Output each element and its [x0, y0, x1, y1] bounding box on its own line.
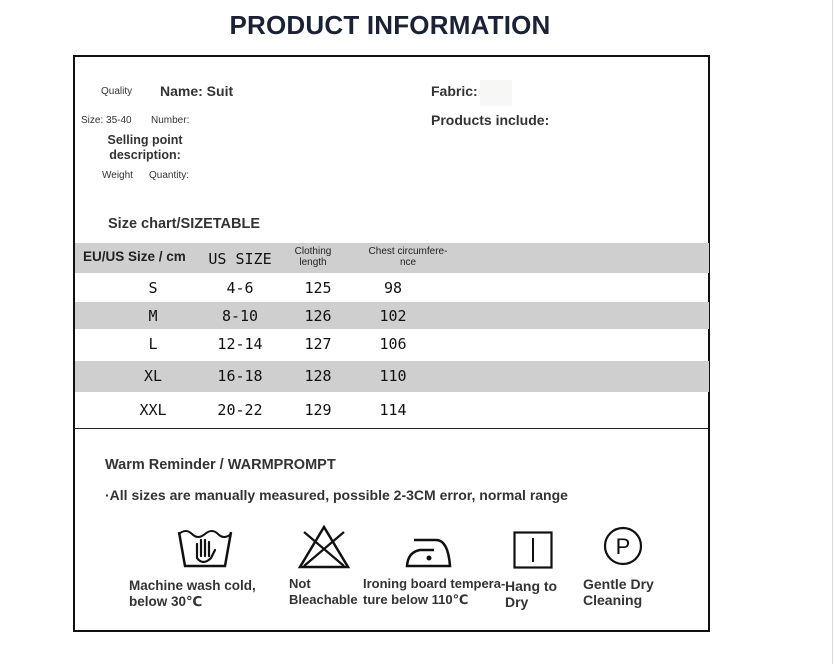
cell-chest: 114 — [379, 401, 407, 419]
header-chest-line-1: Chest circumfere- — [368, 246, 448, 257]
care-label-ironing — [363, 576, 505, 608]
cell-us: 16-18 — [217, 367, 263, 385]
section-divider — [75, 428, 709, 429]
reminder-note: ·All sizes are manually measured, possible 2-3CM error, normal range — [105, 487, 568, 503]
header-chest — [353, 246, 463, 268]
header-clothing-length — [280, 246, 346, 268]
fabric-label: Fabric: — [431, 83, 478, 99]
cell-chest: 102 — [379, 307, 407, 325]
gentle-dry-cleaning-icon — [603, 526, 643, 566]
quality-label: Quality — [101, 86, 133, 97]
header-us-size: US SIZE — [208, 250, 272, 268]
number-label: Number: — [151, 115, 190, 126]
care-label-line-1: Not — [289, 576, 311, 591]
selling-point-line-2: description: — [109, 148, 181, 162]
table-row — [75, 367, 709, 387]
header-clothing-length-line-2: length — [299, 257, 327, 268]
care-label-hang-dry — [505, 578, 557, 610]
product-name: Name: Suit — [160, 83, 234, 99]
care-label-line-2: Bleachable — [289, 592, 358, 607]
right-edge-line — [832, 0, 833, 664]
cell-chest: 110 — [379, 367, 407, 385]
size-chart-title: Size chart/SIZETABLE — [108, 216, 261, 232]
cell-size: L — [148, 335, 158, 353]
size-range: Size: 35-40 — [81, 115, 132, 126]
hang-to-dry-icon — [513, 531, 553, 569]
care-label-dry-cleaning — [583, 576, 654, 608]
cell-length: 128 — [304, 367, 332, 385]
page-title: PRODUCT INFORMATION — [229, 10, 551, 40]
cell-chest: 98 — [383, 279, 403, 297]
care-label-not-bleachable — [289, 576, 358, 608]
cell-us: 4-6 — [226, 279, 254, 297]
header-eu-us-size: EU/US Size / cm — [83, 249, 186, 264]
care-label-line-2: Cleaning — [583, 592, 643, 608]
care-label-line-2: Dry — [505, 594, 529, 610]
quantity-label: Quantity: — [149, 170, 190, 181]
ironing-icon — [404, 530, 454, 570]
weight-label: Weight — [102, 170, 133, 181]
products-include-label: Products include: — [431, 112, 550, 128]
cell-us: 8-10 — [221, 307, 259, 325]
table-row — [75, 307, 709, 327]
cell-length: 126 — [304, 307, 332, 325]
care-label-line-1: Machine wash cold, — [129, 578, 256, 593]
table-row — [75, 401, 709, 421]
cell-us: 20-22 — [217, 401, 263, 419]
cell-size: XXL — [139, 401, 167, 419]
care-label-line-2: below 30℃ — [129, 594, 203, 609]
care-label-line-2: ture below 110℃ — [363, 592, 469, 607]
selling-point-line-1: Selling point — [107, 133, 183, 147]
svg-text:P: P — [615, 534, 631, 559]
cell-size: XL — [143, 367, 163, 385]
selling-point-label — [100, 133, 190, 163]
machine-wash-cold-icon — [177, 526, 233, 570]
not-bleachable-icon — [298, 524, 350, 570]
cell-length: 127 — [304, 335, 332, 353]
header-clothing-length-line-1: Clothing — [294, 246, 332, 257]
care-label-machine-wash — [129, 578, 256, 610]
cell-length: 129 — [304, 401, 332, 419]
care-label-line-1: Gentle Dry — [583, 576, 654, 592]
cell-size: S — [148, 279, 158, 297]
care-label-line-1: Hang to — [505, 578, 558, 594]
size-table-header — [75, 243, 709, 273]
cell-us: 12-14 — [217, 335, 263, 353]
cell-size: M — [148, 307, 158, 325]
header-chest-line-2: nce — [399, 257, 417, 268]
fabric-swatch — [480, 80, 512, 106]
table-row — [75, 335, 709, 355]
care-label-line-1: Ironing board tempera- — [363, 576, 506, 591]
table-row — [75, 279, 709, 299]
cell-chest: 106 — [379, 335, 407, 353]
cell-length: 125 — [304, 279, 332, 297]
reminder-title: Warm Reminder / WARMPROMPT — [105, 457, 336, 473]
